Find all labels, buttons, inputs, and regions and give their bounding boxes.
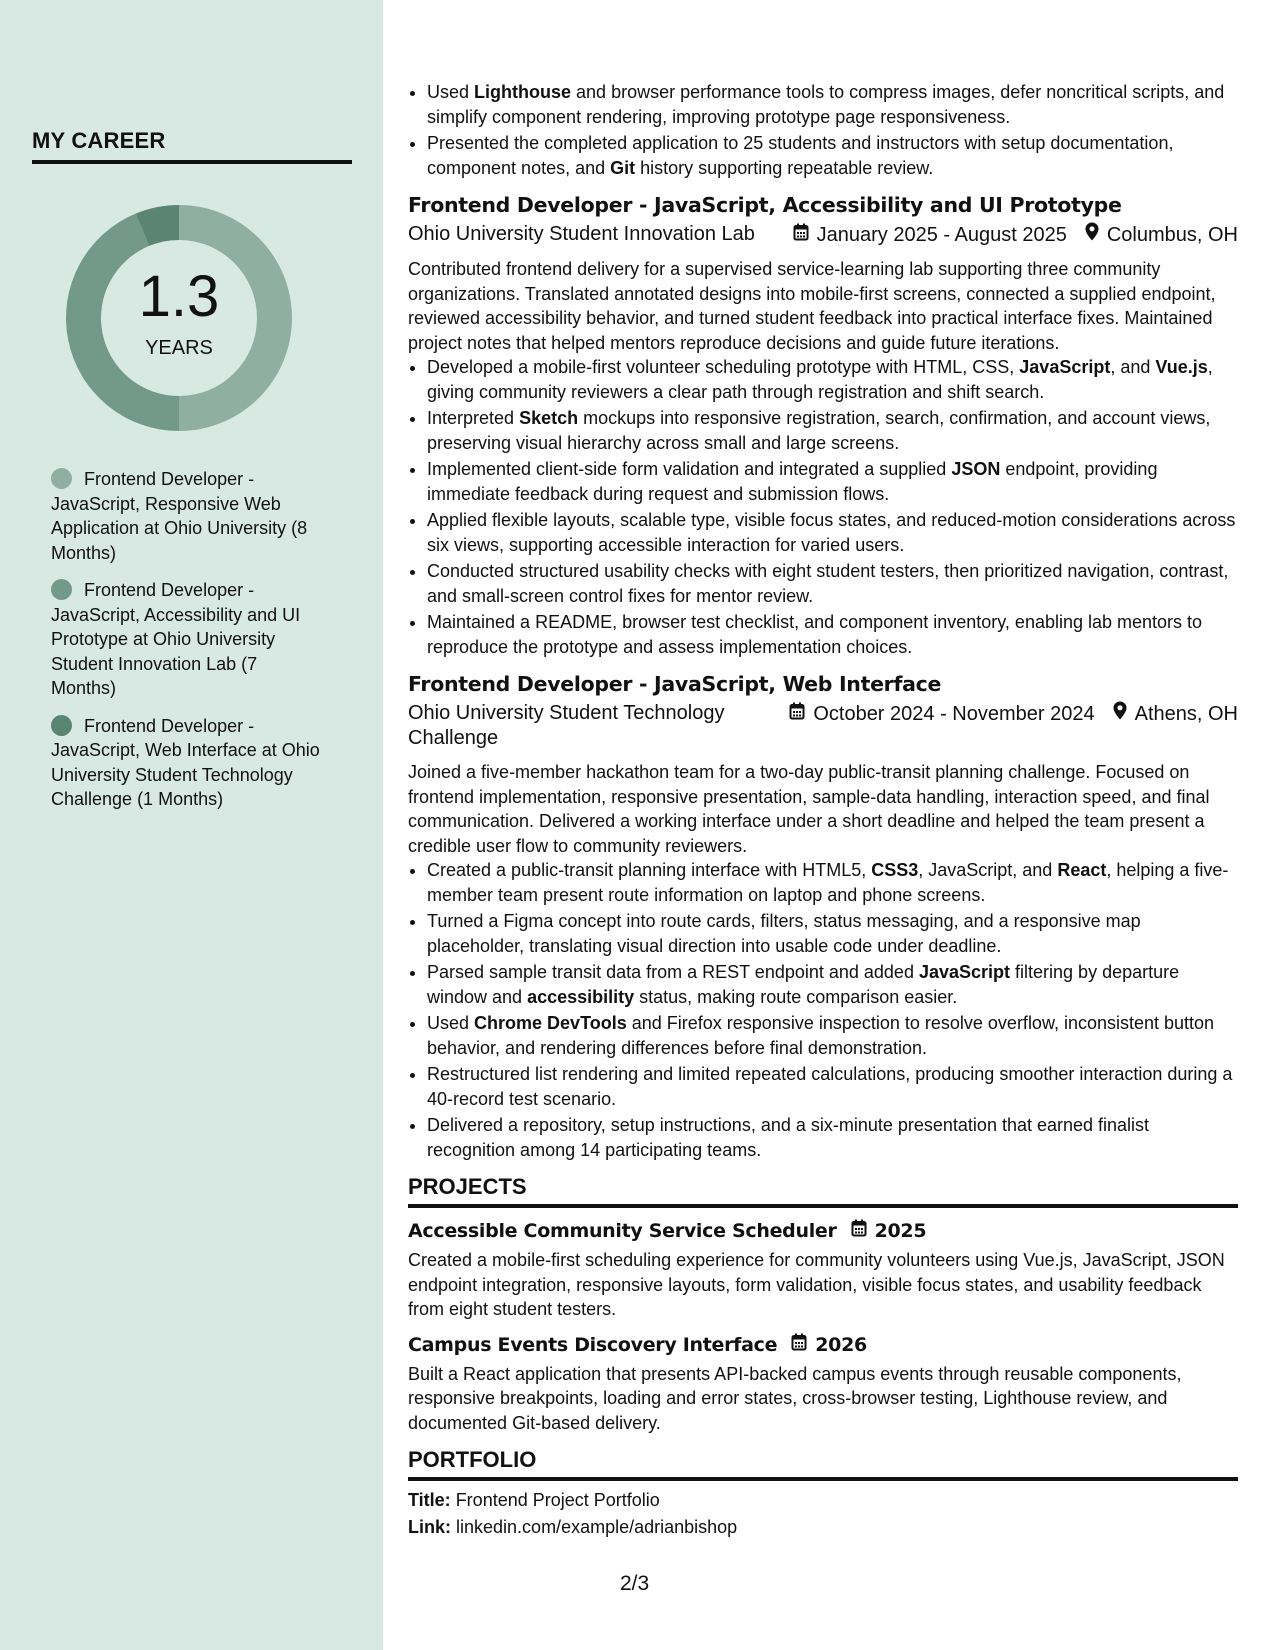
text-run: Conducted structured usability checks with eight student testers, then prioritized navigation, contrast, and small-screen control fixes for mentor review. [427,561,1229,606]
project-year-text: 2026 [815,1333,867,1356]
text-run: , giving community reviewers a clear path through registration and shift search. [427,357,1213,402]
text-run: and Firefox responsive inspection to resolve overflow, inconsistent button behavior, and rendering differences before final demonstration. [427,1013,1215,1058]
bold-keyword: Lighthouse [474,82,572,102]
bold-keyword: JavaScript [1019,357,1111,377]
legend-label: Frontend Developer - JavaScript, Responsive Web Application at Ohio University (8 Months) [51,469,308,563]
bold-keyword: CSS3 [871,860,919,880]
legend-color-dot [51,715,72,736]
job-description: Contributed frontend delivery for a supervised service-learning lab supporting three community organizations. Translated annotated designs into mobile-first screens, connected a supplied endpoint, reviewed accessibility behavior, and turned student feedback into practical interface fixes. Maintained project notes that helped mentors reproduce decisions and guide future iterations. [408,259,1216,353]
bullet-item [427,559,1238,608]
location-pin-icon [1113,701,1127,727]
portfolio-block [408,1487,1238,1541]
portfolio-link-row [408,1514,1238,1541]
job-entry [408,191,1238,659]
bullet-item [427,610,1238,659]
main-content [408,80,1238,1541]
bold-keyword: Git [610,157,636,178]
portfolio-link-label: Link: [408,1517,451,1537]
project-name: Campus Events Discovery Interface [408,1333,778,1356]
text-run: , and [1110,357,1156,377]
job-title: Frontend Developer - JavaScript, Web Interface [408,672,942,696]
job-dates-text: October 2024 - November 2024 [813,702,1095,725]
portfolio-section-title: PORTFOLIO [408,1447,1238,1481]
location-pin-icon [1085,222,1099,248]
carryover-bullet-list [408,80,1238,180]
calendar-icon [851,1218,867,1244]
calendar-icon [789,702,805,727]
project-year [791,1332,867,1358]
text-run: endpoint, providing immediate feedback during request and submission flows. [427,459,1158,504]
job-meta-right [771,701,1238,727]
bold-keyword: JavaScript [918,962,1011,982]
job-location [1085,222,1238,248]
project-year-text: 2025 [874,1220,927,1242]
bullet-item [427,508,1238,557]
job-dates-text: January 2025 - August 2025 [816,223,1067,246]
text-run: Developed a mobile-first volunteer scheduling prototype with HTML, CSS, [427,357,1020,377]
portfolio-title-row [408,1487,1238,1514]
sidebar [0,0,383,1650]
job-organization: Ohio University Student Technology Challenge [408,702,725,749]
portfolio-title-value: Frontend Project Portfolio [455,1490,660,1510]
job-dates [789,702,1094,727]
job-bullet-list [408,858,1238,1162]
text-run: , helping a five-member team present route information on laptop and phone screens. [427,860,1229,905]
bold-keyword: JSON [951,459,1001,479]
career-legend-item [51,467,321,565]
text-run: status, making route comparison easier. [634,986,958,1007]
job-location-text: Columbus, OH [1106,223,1238,246]
text-run: Interpreted [427,408,520,428]
job-meta-right [775,222,1238,248]
calendar-icon [791,1332,807,1358]
calendar-icon [793,223,809,248]
career-donut-chart [66,205,292,431]
job-description: Joined a five-member hackathon team for a two-day public-transit planning challenge. Focused on frontend implementation, responsive presentation, sample-data handling, interaction speed, and final communication. Delivered a working interface under a short deadline and helped the team present a credible user flow to community reviewers. [408,762,1210,856]
text-run: history supporting repeatable review. [635,157,934,178]
project-description: Created a mobile-first scheduling experience for community volunteers using Vue.js, JavaScript, JSON endpoint integration, responsive layouts, form validation, visible focus states, and usability feedback from eight student testers. [408,1250,1225,1319]
job-location [1113,701,1238,727]
bullet-item [427,858,1238,907]
legend-label: Frontend Developer - JavaScript, Accessibility and UI Prototype at Ohio University Student Innovation Lab (7 Months) [51,580,301,698]
job-dates [793,223,1067,248]
career-legend-item [51,578,321,701]
text-run: Used [427,82,475,102]
legend-color-dot [51,468,72,489]
legend-color-dot [51,579,72,600]
bullet-item [427,457,1238,506]
total-years-value: 1.3 [138,264,220,329]
career-legend [51,467,321,825]
job-bullet-list [408,355,1238,659]
bullet-item [427,131,1238,180]
project-name: Accessible Community Service Scheduler [408,1220,837,1242]
bullet-item [427,1113,1238,1162]
text-run: mockups into responsive registration, search, confirmation, and account views, preserving visual hierarchy across small and large screens. [427,408,1211,453]
job-title: Frontend Developer - JavaScript, Accessibility and UI Prototype [408,193,1122,217]
bullet-item [427,909,1238,958]
text-run: Created a public-transit planning interface with HTML5, [427,860,872,880]
project-title-row [408,1332,1238,1358]
bullet-item [427,355,1238,404]
job-organization: Ohio University Student Innovation Lab [408,223,755,245]
career-section-title: MY CAREER [32,128,352,164]
bullet-item [427,960,1238,1009]
text-run: Used [427,1013,475,1033]
text-run: filtering by departure window and [427,962,1180,1007]
project-year [851,1218,927,1244]
text-run: , JavaScript, and [918,860,1058,880]
bold-keyword: Chrome DevTools [474,1013,627,1033]
text-run: Turned a Figma concept into route cards, filters, status messaging, and a responsive map placeholder, translating visual direction into usable code under deadline. [427,911,1141,956]
career-legend-item [51,714,321,812]
job-meta [408,701,1238,751]
experience-list [408,191,1238,1162]
bold-keyword: React [1057,860,1107,880]
total-years-unit: YEARS [145,337,213,359]
portfolio-title-label: Title: [408,1490,451,1510]
bold-keyword: Vue.js [1155,357,1208,377]
job-location-text: Athens, OH [1134,702,1238,725]
projects-section-title: PROJECTS [408,1174,1238,1208]
text-run: Parsed sample transit data from a REST endpoint and added [427,962,919,982]
text-run: Applied flexible layouts, scalable type, visible focus states, and reduced-motion considerations across six views, supporting accessible interaction for varied users. [427,510,1236,555]
text-run: Presented the completed application to 25 students and instructors with setup documentation, component notes, and [427,133,1174,178]
bold-keyword: Sketch [519,408,579,428]
text-run: Restructured list rendering and limited repeated calculations, producing smoother interaction during a 40-record test scenario. [427,1064,1233,1109]
bullet-item [427,80,1238,129]
text-run: and browser performance tools to compress images, defer noncritical scripts, and simplify component rendering, improving prototype page responsiveness. [427,82,1225,127]
project-title-row [408,1218,1238,1244]
text-run: Maintained a README, browser test checklist, and component inventory, enabling lab mentors to reproduce the prototype and assess implementation choices. [427,612,1203,657]
bullet-item [427,406,1238,455]
job-meta [408,222,1238,248]
text-run: Implemented client-side form validation and integrated a supplied [427,459,952,479]
bullet-item [427,1011,1238,1060]
project-description: Built a React application that presents API-backed campus events through reusable components, responsive breakpoints, loading and error states, cross-browser testing, Lighthouse review, and documented Git-based delivery. [408,1363,1182,1433]
projects-list [408,1218,1238,1435]
bold-keyword: accessibility [527,986,635,1007]
bullet-item [427,1062,1238,1111]
legend-label: Frontend Developer - JavaScript, Web Interface at Ohio University Student Technology Challenge (1 Months) [51,715,320,809]
job-entry [408,670,1238,1162]
portfolio-link[interactable]: linkedin.com/example/adrianbishop [456,1517,738,1537]
text-run: Delivered a repository, setup instructions, and a six-minute presentation that earned finalist recognition among 14 participating teams. [427,1115,1150,1160]
page-number: 2/3 [620,1572,650,1595]
